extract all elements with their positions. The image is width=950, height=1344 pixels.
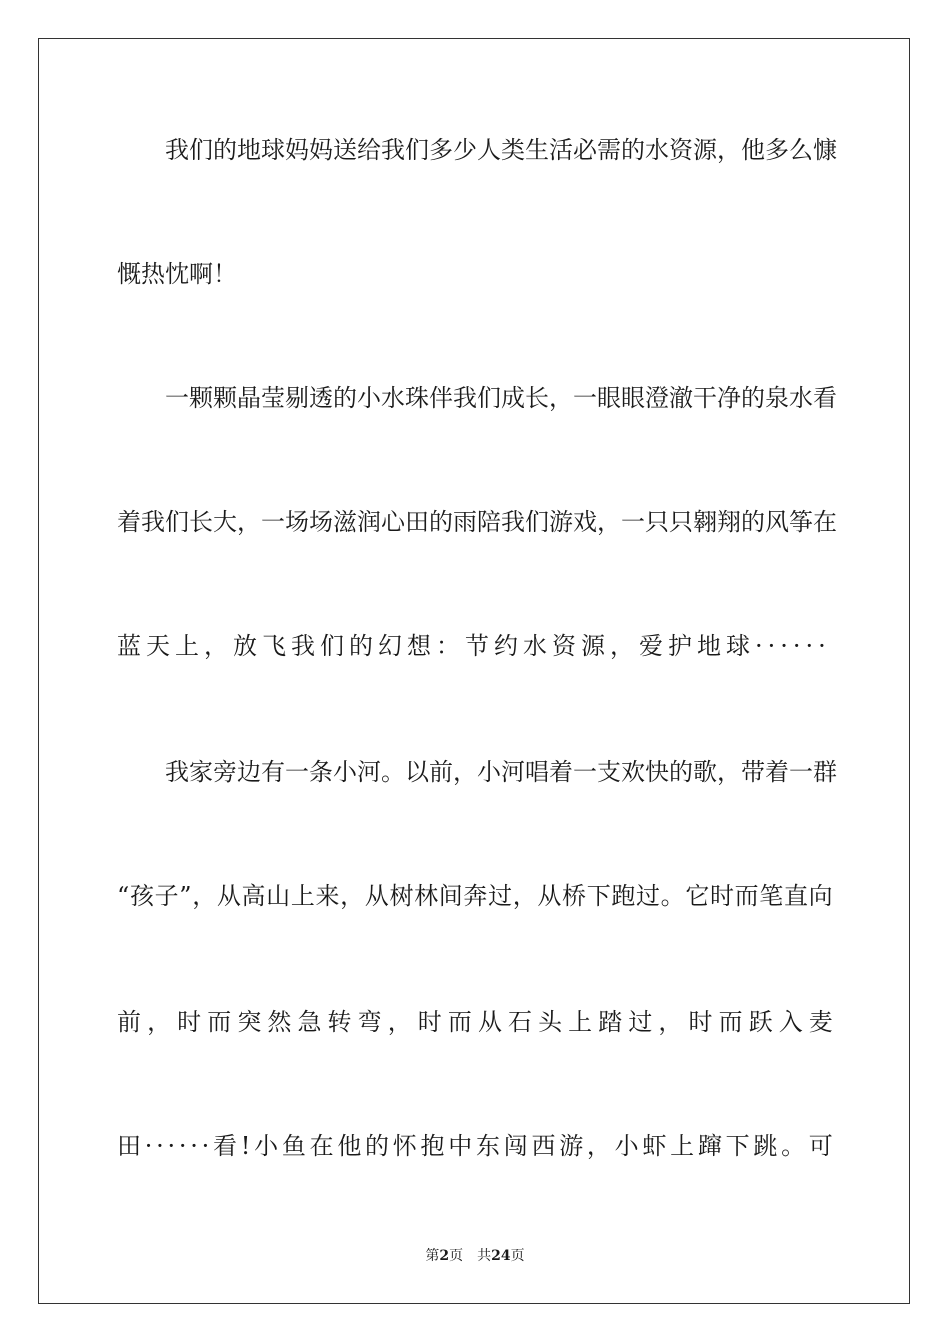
text-line: 我 家 旁 边 有 一 条 小 河 。 以 前 ， 小 河 唱 着 一 支 欢 快 的 歌 ， 带 着 一 群 [165, 758, 837, 786]
page-number: 2 [439, 1248, 450, 1264]
total-label-suffix: 页 [510, 1248, 525, 1264]
text-line: 慨热忱啊！ [117, 260, 237, 288]
text-line: “ 孩 子 ” ， 从 高 山 上 来 ， 从 树 林 间 奔 过 ， 从 桥 下 跑 过 。 它 时 而 笔 直 向 [117, 882, 833, 910]
page-label-prefix: 第 [425, 1248, 440, 1264]
total-pages: 24 [491, 1248, 511, 1264]
page-label-suffix: 页 [449, 1248, 464, 1264]
text-line: 田 · · · · · · 看 ! 小 鱼 在 他 的 怀 抱 中 东 闯 西 游 ， 小 虾 上 蹿 下 跳 。 可 [117, 1132, 833, 1160]
text-line: 前 ， 时 而 突 然 急 转 弯 ， 时 而 从 石 头 上 踏 过 ， 时 而 跃 入 麦 [117, 1008, 833, 1036]
text-line: 一 颗 颗 晶 莹 剔 透 的 小 水 珠 伴 我 们 成 长 ， 一 眼 眼 澄 澈 干 净 的 泉 水 看 [165, 384, 837, 412]
page-footer [0, 1244, 950, 1268]
page-border [38, 38, 910, 1304]
text-line: 我 们 的 地 球 妈 妈 送 给 我 们 多 少 人 类 生 活 必 需 的 水 资 源 ， 他 多 么 慷 [165, 136, 837, 164]
text-line: 蓝天上，放飞我们的幻想：节约水资源，爱护地球······ [117, 632, 831, 660]
text-line: 着 我 们 长 大 ， 一 场 场 滋 润 心 田 的 雨 陪 我 们 游 戏 ， 一 只 只 翱 翔 的 风 筝 在 [117, 508, 837, 536]
total-label-prefix: 共 [477, 1248, 492, 1264]
